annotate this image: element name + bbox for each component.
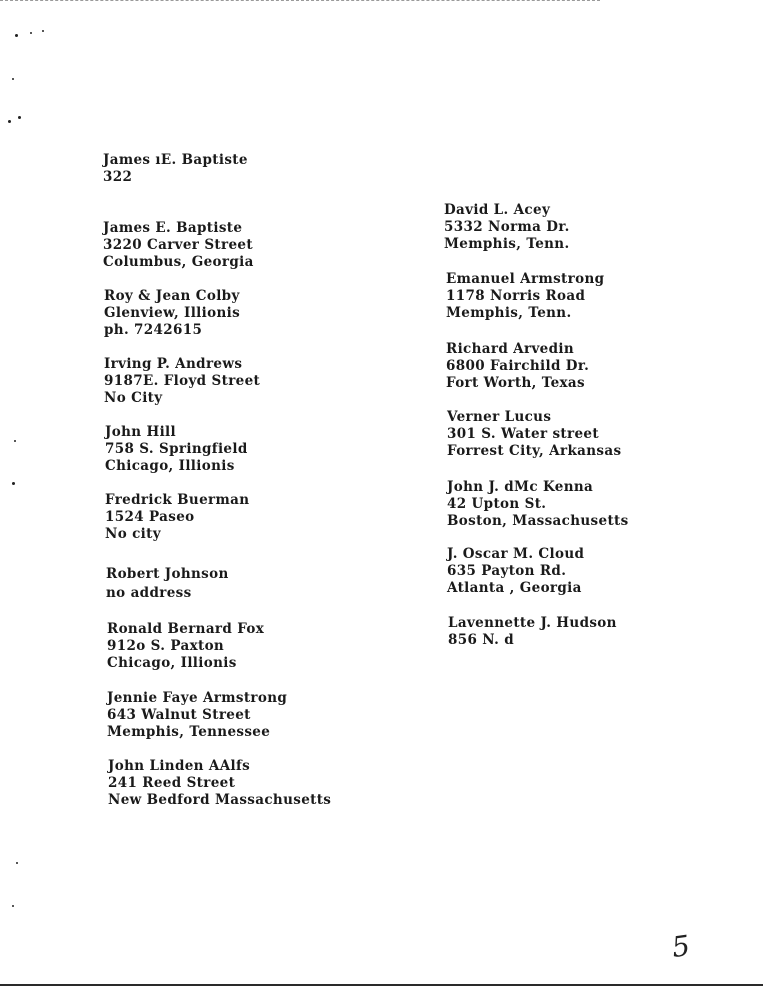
address-entry: [105, 424, 248, 475]
entry-address-line: Chicago, Illionis: [107, 655, 237, 671]
entry-address-line: Columbus, Georgia: [103, 254, 254, 270]
address-entry: [446, 271, 604, 322]
entry-address-line: 758 S. Springfield: [105, 441, 248, 457]
entry-name: Fredrick Buerman: [105, 492, 250, 508]
scan-speck: [12, 482, 15, 485]
entry-address-line: 1524 Paseo: [105, 509, 195, 525]
address-entry: [104, 288, 240, 339]
entry-address-line: 241 Reed Street: [108, 775, 236, 791]
entry-name: Verner Lucus: [447, 409, 552, 425]
handwritten-page-number: 5: [669, 928, 693, 965]
address-entry: [107, 690, 287, 741]
entry-address-line: Memphis, Tennessee: [107, 724, 271, 740]
scan-speck: [18, 116, 21, 119]
entry-name: Robert Johnson: [106, 566, 229, 582]
address-entry: [447, 546, 584, 597]
address-entry: [444, 202, 570, 253]
entry-name: James E. Baptiste: [103, 220, 243, 236]
entry-name: Irving P. Andrews: [104, 356, 243, 372]
entry-address-line: Chicago, Illionis: [105, 458, 235, 474]
address-entry: [448, 615, 617, 649]
entry-address-line: Forrest City, Arkansas: [447, 443, 622, 459]
address-entry: [107, 621, 264, 672]
scan-speck: [12, 78, 14, 80]
scan-speck: [16, 862, 18, 864]
address-entry: [105, 492, 249, 543]
entry-name: David L. Acey: [444, 202, 551, 218]
address-entry: [447, 409, 621, 460]
entry-address-line: ph. 7242615: [104, 322, 203, 338]
entry-address-line: 912o S. Paxton: [107, 638, 225, 654]
address-entry: [103, 220, 254, 271]
scan-speck: [30, 32, 32, 34]
scan-speck: [15, 34, 18, 37]
entry-name: Roy & Jean Colby: [104, 288, 240, 304]
entry-address-line: 42 Upton St.: [447, 496, 547, 512]
entry-address-line: 3220 Carver Street: [103, 237, 253, 253]
entry-address-line: 322: [103, 169, 133, 185]
entry-address-line: Atlanta , Georgia: [447, 580, 582, 596]
entry-name: Richard Arvedin: [446, 341, 575, 357]
entry-name: John Hill: [105, 424, 177, 440]
entry-address-line: 1178 Norris Road: [446, 288, 586, 304]
entry-name: Jennie Faye Armstrong: [107, 690, 288, 706]
address-entry: [447, 479, 629, 530]
entry-name: James ıE. Baptiste: [103, 152, 248, 168]
address-entry: [106, 566, 229, 602]
entry-name: John J. dMc Kenna: [447, 479, 594, 495]
entry-address-line: 9187E. Floyd Street: [104, 373, 261, 389]
entry-address-line: 6800 Fairchild Dr.: [446, 358, 590, 374]
scan-bottom-edge: [0, 984, 763, 986]
entry-name: John Linden AAlfs: [108, 758, 251, 774]
entry-address-line: no address: [106, 585, 192, 601]
entry-address-line: 5332 Norma Dr.: [444, 219, 570, 235]
entry-address-line: Memphis, Tenn.: [444, 236, 570, 252]
entry-address-line: Glenview, Illionis: [104, 305, 241, 321]
entry-address-line: 635 Payton Rd.: [447, 563, 567, 579]
address-entry: [108, 758, 331, 809]
scan-speck: [42, 30, 44, 32]
entry-name: J. Oscar M. Cloud: [447, 546, 585, 562]
entry-name: Lavennette J. Hudson: [448, 615, 617, 631]
scan-speck: [8, 120, 11, 123]
address-entry: [446, 341, 589, 392]
scan-speck: [12, 905, 14, 907]
entry-address-line: Fort Worth, Texas: [446, 375, 585, 391]
entry-address-line: Memphis, Tenn.: [446, 305, 572, 321]
entry-name: Ronald Bernard Fox: [107, 621, 265, 637]
entry-address-line: Boston, Massachusetts: [447, 513, 629, 529]
address-entry: [104, 356, 260, 407]
address-entry: [103, 152, 248, 186]
entry-address-line: New Bedford Massachusetts: [108, 792, 332, 808]
entry-address-line: 301 S. Water street: [447, 426, 599, 442]
entry-address-line: 643 Walnut Street: [107, 707, 251, 723]
entry-address-line: No City: [104, 390, 163, 406]
scan-speck: [14, 440, 16, 442]
entry-name: Emanuel Armstrong: [446, 271, 605, 287]
entry-address-line: 856 N. d: [448, 632, 514, 648]
entry-address-line: No city: [105, 526, 161, 542]
scan-top-edge: [0, 0, 600, 1]
